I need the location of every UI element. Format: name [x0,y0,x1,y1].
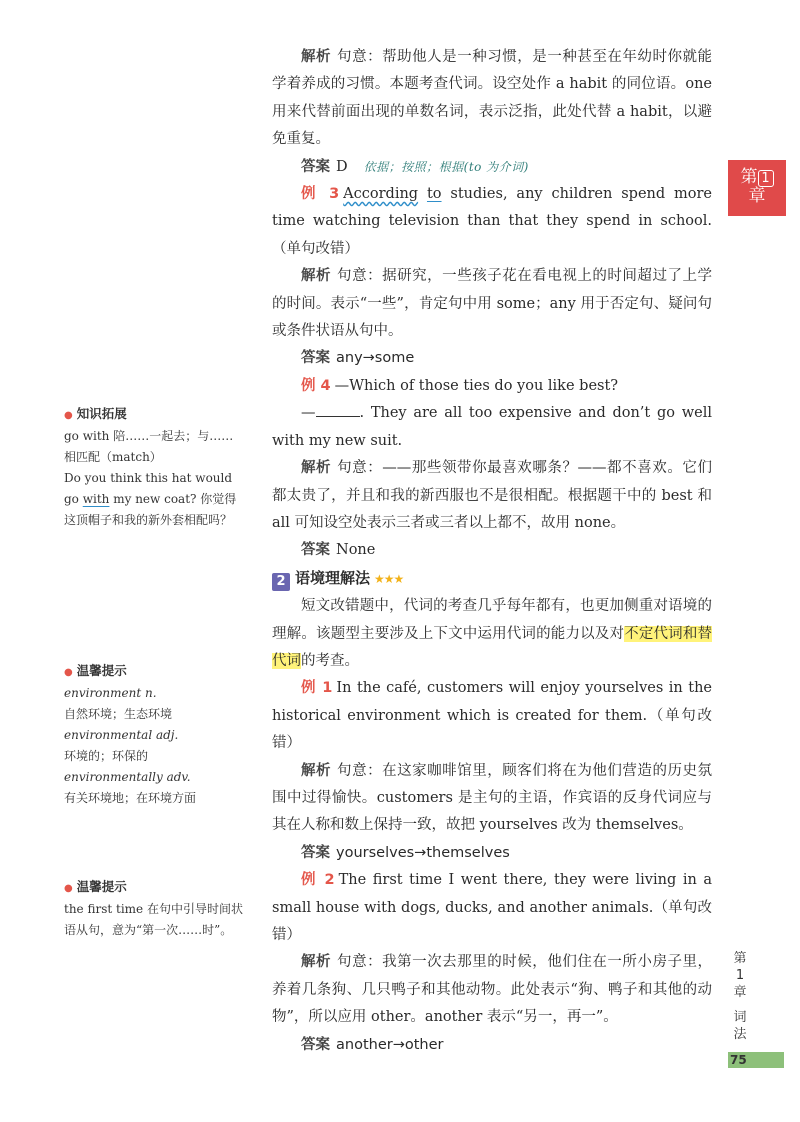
chapter-tab[interactable] [728,160,786,216]
vchap-char: 法 [733,1027,747,1042]
dash: — [301,405,316,422]
note-title [64,876,244,899]
analysis-paragraph [272,455,712,537]
bullet-icon: ● [64,410,73,421]
note-line: environment n. [64,686,157,700]
sidebar-note-tip-2 [64,876,244,941]
sidebar-note-tip-1 [64,660,244,809]
example-label: 例 1 [301,680,333,697]
analysis-label: 解析 [301,268,332,285]
answer-label: 答案 [301,844,330,861]
intro-text-end: 的考查。 [301,652,359,669]
section-number: 2 [272,573,290,591]
analysis-text: 句意：我第一次去那里的时候，他们住在一所小房子里，养着几条狗、几只鸭子和其他动物。此处表示“狗、鸭子和其他的动物”，所以应用 other。another 表示“另一，再一”。 [272,954,713,1026]
section-intro [272,593,712,675]
example-label: 例 2 [301,872,335,889]
section-title: 语境理解法 [295,568,371,587]
chapter-tab-pre: 第 [740,167,758,187]
bullet-icon: ● [64,667,73,678]
answer-text: any→some [336,350,415,367]
vchap-char: 1 [735,968,745,983]
note-text: my new coat? 你觉得这顶帽子和我的新外套相配吗？ [64,492,237,527]
note-line: the first time 在句中引导时间状语从句，意为“第一次……时”。 [64,902,243,937]
note-line [64,468,244,531]
analysis-label: 解析 [301,460,332,477]
vertical-chapter-label [728,950,752,1043]
analysis-text: 句意：在这家咖啡馆里，顾客们将在为他们营造的历史氛围中过得愉快。customers 是主句的主语，作宾语的反身代词应与其在人称和数上保持一致，故把 yourselves 改为 themselves。 [272,762,713,834]
vchap-char: 词 [733,1010,747,1025]
example-4-answer-line [272,400,712,455]
example-label: 例 4 [301,377,331,394]
example-text: In the café, customers will enjoy yourselves in the historical environment which is created for them.（单句改错） [272,680,712,752]
note-title-text: 温馨提示 [76,663,127,678]
page-number: 75 [730,1053,747,1067]
answer-label: 答案 [301,542,330,559]
vchap-char: 第 [733,951,747,966]
note-text: Do you think this hat would go [64,471,233,506]
example-text: . They are all too expensive and don’t go well with my new suit. [272,405,712,449]
answer-label: 答案 [301,1036,330,1053]
example-text: studies, any children spend more time watching television than that they spend in school.（单句改错） [272,186,713,257]
answer-label: 答案 [301,350,330,367]
vchap-char: 章 [733,985,747,1000]
analysis-paragraph [272,263,712,345]
note-line: environmentally adv. [64,770,191,784]
note-line: go with 陪……一起去；与……相匹配（match） [64,429,234,464]
analysis-paragraph [272,44,712,154]
note-title [64,660,244,683]
underlined-word: to [426,186,442,203]
answer-line [272,840,712,867]
answer-text: D [336,158,348,175]
highlighted-text: 不定代词和替代词 [272,625,713,669]
answer-text: yourselves→themselves [336,844,510,861]
chapter-tab-post: 章 [748,186,766,206]
wavy-underlined-word: According [343,186,419,203]
example-text: The first time I went there, they were living in a small house with dogs, ducks, and another animals.（单句改错） [272,872,713,943]
main-column [272,44,712,1059]
star-rating-icon: ★★★ [374,571,404,586]
note-title-text: 知识拓展 [76,406,127,421]
example-label: 例 3 [301,186,340,203]
analysis-paragraph [272,949,712,1031]
analysis-paragraph [272,758,712,840]
analysis-label: 解析 [301,49,332,65]
answer-line [272,154,712,181]
note-line: 自然环境；生态环境 [64,707,173,721]
answer-line [272,345,712,372]
note-title-text: 温馨提示 [76,879,127,894]
answer-line [272,537,712,564]
example-4 [272,373,712,400]
example-1 [272,675,712,757]
bullet-icon: ● [64,883,73,894]
answer-label: 答案 [301,158,330,175]
handwritten-note: 依据；按照；根据(to 为介词) [363,159,529,174]
example-2 [272,867,712,949]
intro-text: 短文改错题中，代词的考查几乎每年都有，也更加侧重对语境的理解。该题型主要涉及上下文中运用代词的能力以及对 [272,598,712,642]
section-heading [272,565,712,593]
chapter-tab-number: 1 [758,170,774,187]
analysis-label: 解析 [301,954,332,971]
analysis-text: 句意：——那些领带你最喜欢哪条？——都不喜欢。它们都太贵了，并且和我的新西服也不是很相配。根据题干中的 best 和 all 可知设空处表示三者或三者以上都不，故用 none。 [272,460,712,531]
note-line: 环境的；环保的 [64,749,149,763]
note-line: environmental adj. [64,728,179,742]
analysis-text: 句意：据研究，一些孩子花在看电视上的时间超过了上学的时间。表示“一些”，肯定句中用 some；any 用于否定句、疑问句或条件状语从句中。 [272,268,713,340]
underlined-word: with [82,492,110,506]
example-3 [272,181,712,263]
sidebar-note-knowledge [64,403,244,531]
chapter-tab-line-1 [728,168,786,187]
note-title [64,403,244,426]
fill-blank [316,402,360,417]
example-question: —Which of those ties do you like best? [334,377,619,394]
answer-text: another→other [336,1036,444,1053]
analysis-text: 句意：帮助他人是一种习惯，是一种甚至在年幼时你就能学着养成的习惯。本题考查代词。设空处作 a habit 的同位语。one 用来代替前面出现的单数名词，表示泛指，此处代替 a habit，以避免重复。 [272,49,713,148]
note-line: 有关环境地；在环境方面 [64,791,197,805]
answer-text: None [336,542,376,559]
answer-line [272,1032,712,1059]
analysis-label: 解析 [301,762,332,779]
